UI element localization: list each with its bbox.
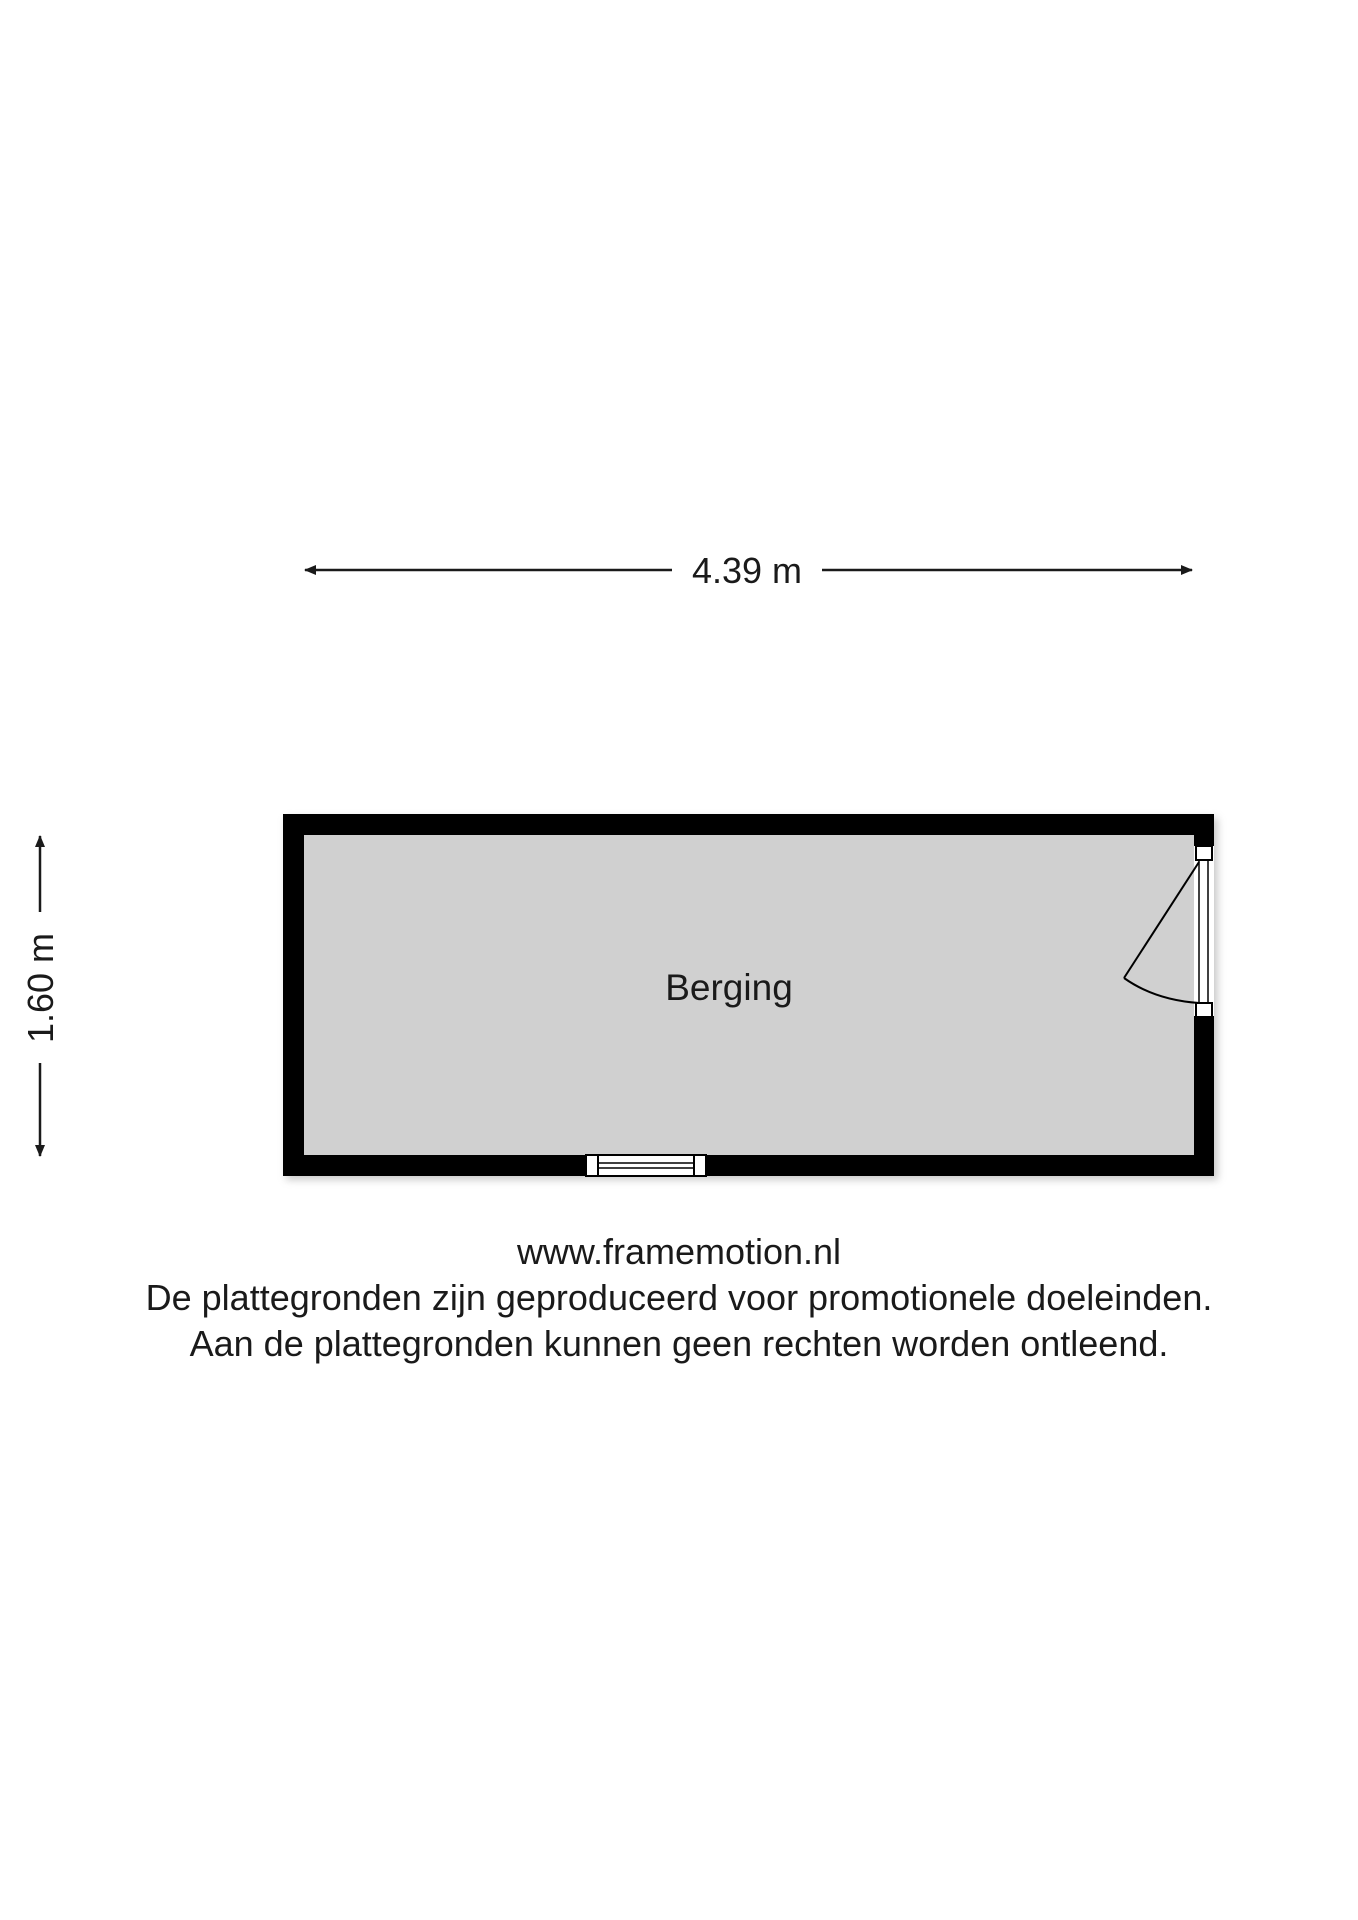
window <box>586 1155 706 1176</box>
footer-website: www.framemotion.nl <box>516 1231 842 1272</box>
footer-disclaimer-line-2: Aan de plattegronden kunnen geen rechten worden ontleend. <box>189 1323 1169 1364</box>
footer-disclaimer-line-1: De plattegronden zijn geproduceerd voor promotionele doeleinden. <box>145 1277 1213 1318</box>
window-frame <box>586 1155 706 1176</box>
window-jamb-right <box>694 1155 706 1176</box>
height-dimension-label: 1.60 m <box>20 932 61 1044</box>
room-label: Berging <box>665 967 793 1008</box>
room-berging <box>283 814 1218 1180</box>
door-opening <box>1194 846 1214 1016</box>
width-dimension-label: 4.39 m <box>691 550 803 591</box>
door-jamb-top <box>1196 846 1212 860</box>
width-dimension <box>305 550 1192 591</box>
door-jamb-bottom <box>1196 1003 1212 1017</box>
height-dimension <box>20 836 61 1156</box>
window-jamb-left <box>586 1155 598 1176</box>
